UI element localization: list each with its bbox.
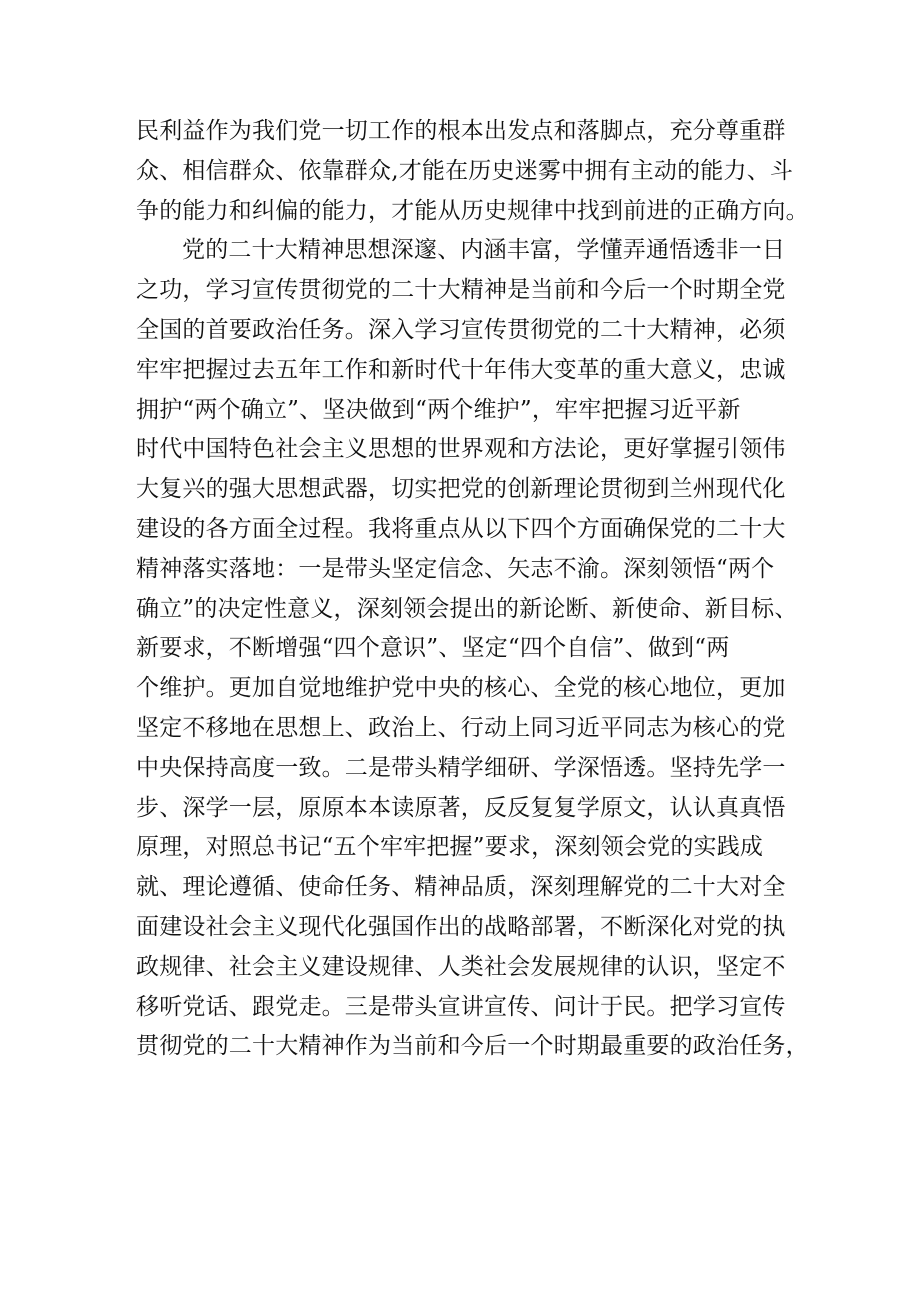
text-line: 坚定不移地在思想上、政治上、行动上同习近平同志为核心的党 xyxy=(136,714,786,741)
text-line: 精神落实落地：一是带头坚定信念、矢志不渝。深刻领悟“两个 xyxy=(136,555,775,582)
text-line: 建设的各方面全过程。我将重点从以下四个方面确保党的二十大 xyxy=(136,515,786,542)
text-line: 民利益作为我们党一切工作的根本出发点和落脚点，充分尊重群 xyxy=(136,118,786,144)
text-line: 移听党话、跟党走。三是带头宣讲宣传、问计于民。把学习宣传 xyxy=(136,993,786,1020)
text-line: 原理，对照总书记“五个牢牢把握”要求，深刻领会党的实践成 xyxy=(136,834,764,861)
text-line: 新要求，不断增强“四个意识”、坚定“四个自信”、做到“两 xyxy=(136,635,730,662)
text-line: 贯彻党的二十大精神作为当前和今后一个时期最重要的政治任务， xyxy=(136,1033,809,1060)
text-line: 大复兴的强大思想武器，切实把党的创新理论贯彻到兰州现代化 xyxy=(136,476,786,503)
text-line: 众、相信群众、依靠群众,才能在历史迷雾中拥有主动的能力、斗 xyxy=(136,157,794,184)
text-line: 之功，学习宣传贯彻党的二十大精神是当前和今后一个时期全党 xyxy=(136,277,786,304)
body-text xyxy=(136,112,809,1067)
paragraph-first-line: 党的二十大精神思想深邃、内涵丰富，学懂弄通悟透非一日 xyxy=(182,237,786,264)
text-line: 中央保持高度一致。二是带头精学细研、学深悟透。坚持先学一 xyxy=(136,754,786,781)
text-line: 步、深学一层，原原本本读原著，反反复复学原文，认认真真悟 xyxy=(136,794,786,821)
text-line: 政规律、社会主义建设规律、人类社会发展规律的认识，坚定不 xyxy=(136,953,786,980)
text-line: 拥护“两个确立”、坚决做到“两个维护”，牢牢把握习近平新 xyxy=(136,396,741,423)
text-line: 面建设社会主义现代化强国作出的战略部署，不断深化对党的执 xyxy=(136,913,786,940)
text-line: 牢牢把握过去五年工作和新时代十年伟大变革的重大意义，忠诚 xyxy=(136,356,786,383)
text-line: 争的能力和纠偏的能力，才能从历史规律中找到前进的正确方向。 xyxy=(136,197,809,224)
text-line: 确立”的决定性意义，深刻领会提出的新论断、新使命、新目标、 xyxy=(136,595,798,622)
text-line: 个维护。更加自觉地维护党中央的核心、全党的核心地位，更加 xyxy=(136,675,786,702)
text-line: 全国的首要政治任务。深入学习宣传贯彻党的二十大精神，必须 xyxy=(136,316,786,343)
text-line: 时代中国特色社会主义思想的世界观和方法论，更好掌握引领伟 xyxy=(136,436,786,463)
text-line: 就、理论遵循、使命任务、精神品质，深刻理解党的二十大对全 xyxy=(136,874,786,901)
